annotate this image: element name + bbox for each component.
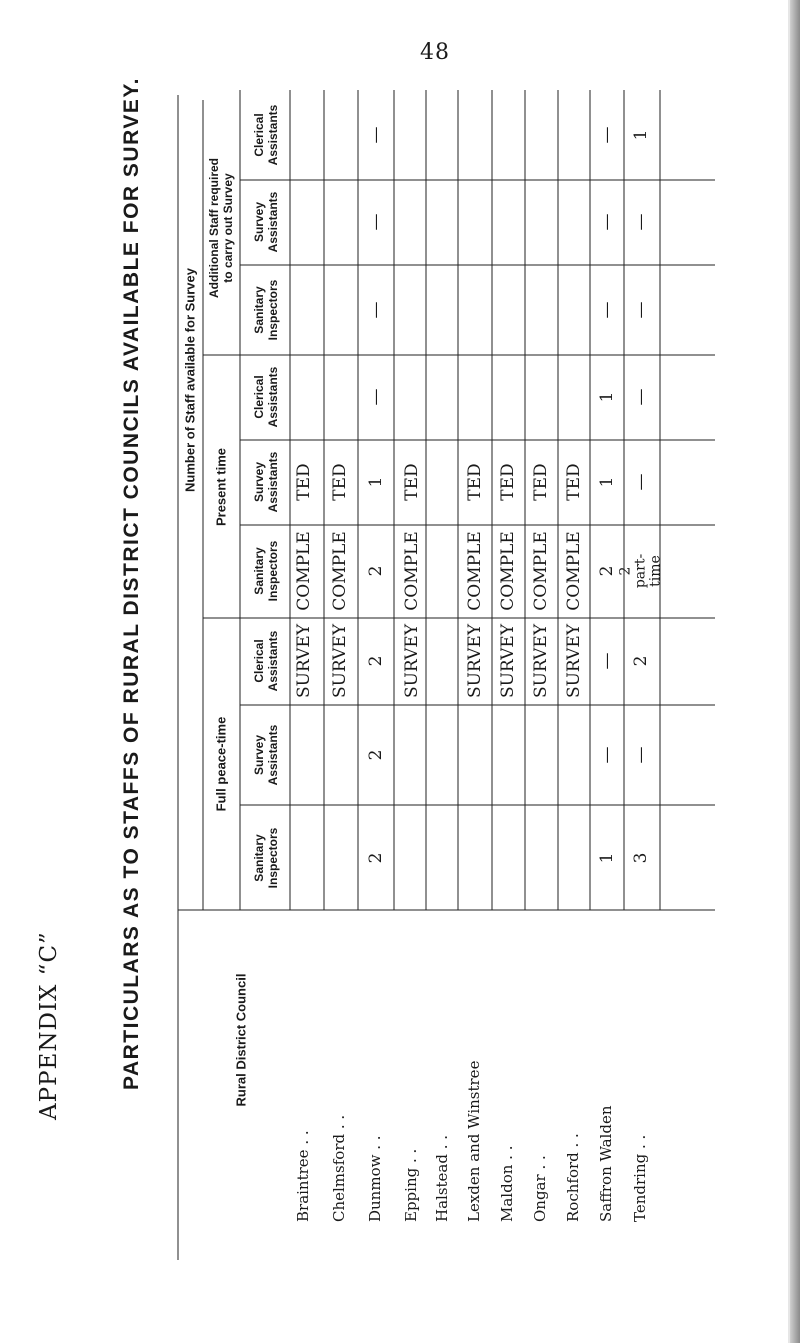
- page-title: PARTICULARS AS TO STAFFS OF RURAL DISTRICT COUNCILS AVAILABLE FOR SURVEY.: [120, 77, 143, 1090]
- cell-present-sanitary: 2: [366, 565, 386, 577]
- header-present-survey-assistants: [252, 452, 280, 513]
- council-name: Tendring . .: [631, 1134, 649, 1222]
- page-number: 48: [420, 40, 450, 65]
- council-name: Halstead . .: [433, 1134, 451, 1222]
- header-additional-sanitary-inspectors: [252, 280, 280, 341]
- cell-add-clerical: 1: [631, 129, 651, 141]
- header-text: Assistants: [266, 630, 280, 692]
- header-present-clerical-assistants: [252, 367, 280, 428]
- cell-add-sanitary: —: [597, 301, 617, 319]
- header-text: Assistants: [266, 191, 280, 253]
- cell-add-survey: —: [597, 213, 617, 231]
- appendix-label: APPENDIX “C”: [36, 931, 62, 1120]
- header-additional-staff-line2: to carry out Survey: [221, 173, 235, 283]
- council-name: Dunmow . .: [366, 1135, 384, 1222]
- cell-line: part-: [632, 553, 649, 589]
- cell-present-sanitary: COMPLE: [564, 531, 584, 611]
- header-number-of-staff: Number of Staff available for Survey: [182, 268, 198, 492]
- header-full-clerical-assistants: [252, 631, 280, 692]
- header-text: Clerical: [252, 639, 266, 683]
- cell-present-sanitary: COMPLE: [498, 531, 518, 611]
- cell-present-sanitary: 2: [597, 565, 617, 577]
- cell-full-clerical: SURVEY: [498, 623, 518, 699]
- header-full-sanitary-inspectors: [252, 828, 280, 889]
- council-name: Maldon . .: [498, 1145, 516, 1222]
- cell-add-clerical: —: [597, 126, 617, 144]
- cell-present-sanitary: COMPLE: [294, 531, 314, 611]
- cell-full-clerical: SURVEY: [465, 623, 485, 699]
- cell-add-clerical: —: [366, 126, 386, 144]
- council-name: Saffron Walden: [597, 1105, 615, 1222]
- header-full-peace-time: Full peace-time: [213, 716, 229, 812]
- cell-present-clerical: —: [366, 388, 386, 406]
- cell-present-survey: TED: [402, 463, 422, 501]
- cell-line: time: [647, 555, 664, 587]
- header-present-time: Present time: [213, 447, 229, 527]
- cell-full-clerical: SURVEY: [294, 623, 314, 699]
- header-text: Sanitary: [252, 834, 266, 882]
- cell-full-sanitary: 1: [597, 852, 617, 864]
- cell-present-survey: TED: [294, 463, 314, 501]
- cell-present-clerical: —: [631, 388, 651, 406]
- header-text: Clerical: [252, 113, 266, 157]
- cell-present-sanitary: [619, 554, 664, 588]
- header-text: Assistants: [266, 366, 280, 428]
- header-rural-district-council: Rural District Council: [233, 973, 249, 1107]
- header-text: Inspectors: [266, 540, 280, 602]
- cell-full-sanitary: 2: [366, 852, 386, 864]
- header-present-sanitary-inspectors: [252, 541, 280, 602]
- cell-full-clerical: SURVEY: [330, 623, 350, 699]
- cell-present-sanitary: COMPLE: [402, 531, 422, 611]
- council-name: Lexden and Winstree: [465, 1060, 483, 1222]
- cell-present-survey: —: [631, 473, 651, 491]
- header-additional-survey-assistants: [252, 192, 280, 253]
- cell-add-sanitary: —: [631, 301, 651, 319]
- cell-present-survey: TED: [564, 463, 584, 501]
- header-text: Sanitary: [252, 547, 266, 595]
- council-name: Ongar . .: [531, 1155, 549, 1222]
- cell-present-survey: 1: [366, 476, 386, 488]
- header-text: Inspectors: [266, 279, 280, 341]
- header-text: Survey: [252, 461, 266, 503]
- cell-full-clerical: SURVEY: [402, 623, 422, 699]
- cell-full-clerical: —: [597, 652, 617, 670]
- cell-full-clerical: SURVEY: [564, 623, 584, 699]
- cell-add-survey: —: [366, 213, 386, 231]
- council-name: Braintree . .: [294, 1130, 312, 1222]
- council-name: Epping . .: [402, 1148, 420, 1222]
- cell-present-survey: TED: [531, 463, 551, 501]
- header-text: Sanitary: [252, 286, 266, 334]
- cell-present-survey: 1: [597, 476, 617, 488]
- council-name: Chelmsford . .: [330, 1114, 348, 1222]
- header-additional-staff: [207, 158, 235, 298]
- cell-present-sanitary: COMPLE: [531, 531, 551, 611]
- header-text: Assistants: [266, 724, 280, 786]
- cell-present-survey: TED: [330, 463, 350, 501]
- cell-full-clerical: 2: [366, 655, 386, 667]
- council-name: Rochford . .: [564, 1133, 582, 1222]
- cell-full-survey: 2: [366, 749, 386, 761]
- cell-full-clerical: 2: [631, 655, 651, 667]
- header-text: Inspectors: [266, 827, 280, 889]
- header-text: Survey: [252, 201, 266, 243]
- cell-full-clerical: SURVEY: [531, 623, 551, 699]
- header-text: Survey: [252, 734, 266, 776]
- cell-full-sanitary: 3: [631, 852, 651, 864]
- cell-add-sanitary: —: [366, 301, 386, 319]
- cell-present-survey: TED: [498, 463, 518, 501]
- cell-line: 2: [617, 566, 634, 576]
- cell-present-sanitary: COMPLE: [465, 531, 485, 611]
- cell-add-survey: —: [631, 213, 651, 231]
- header-additional-staff-line1: Additional Staff required: [207, 157, 221, 299]
- cell-full-survey: —: [597, 746, 617, 764]
- header-text: Clerical: [252, 375, 266, 419]
- header-full-survey-assistants: [252, 725, 280, 786]
- cell-present-survey: TED: [465, 463, 485, 501]
- header-additional-clerical-assistants: [252, 105, 280, 166]
- header-text: Assistants: [266, 104, 280, 166]
- cell-present-clerical: 1: [597, 391, 617, 403]
- header-text: Assistants: [266, 451, 280, 513]
- cell-full-survey: —: [631, 746, 651, 764]
- cell-present-sanitary: COMPLE: [330, 531, 350, 611]
